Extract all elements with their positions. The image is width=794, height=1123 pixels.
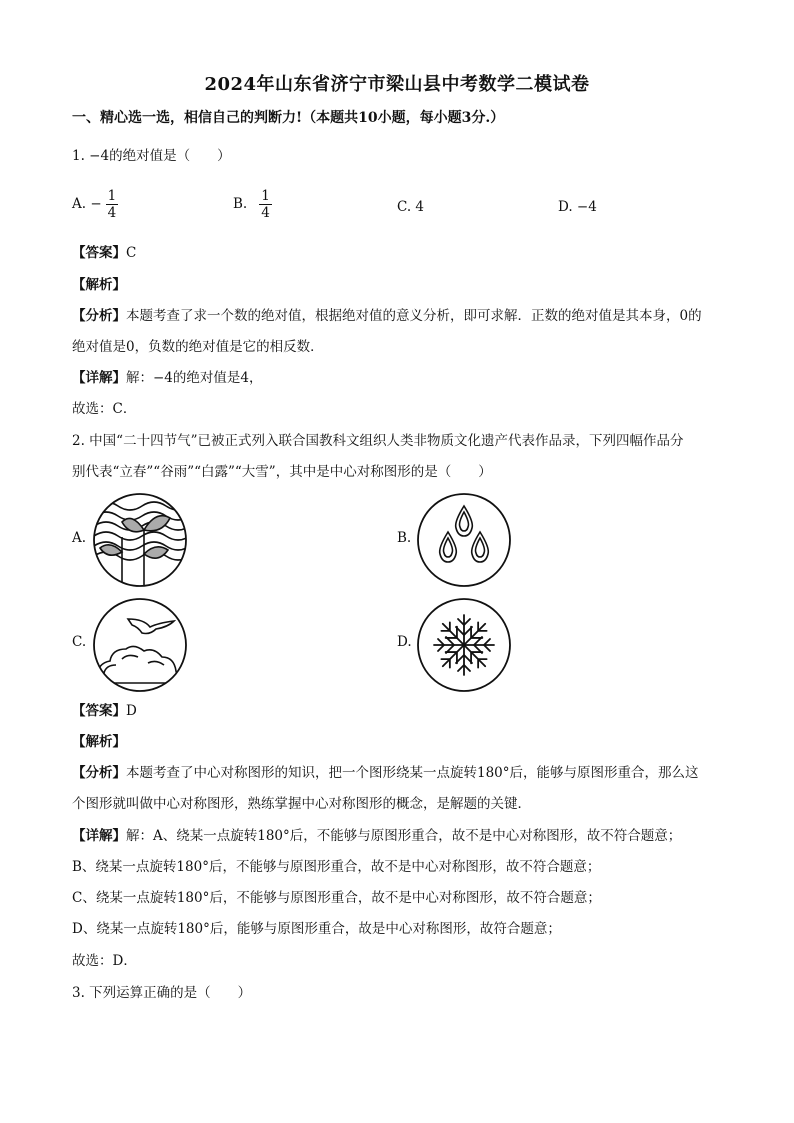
q1-option-a bbox=[72, 188, 118, 221]
question-3-stem: 3. 下列运算正确的是（ ） bbox=[72, 985, 252, 1001]
page-title: 2024年山东省济宁市梁山县中考数学二模试卷 bbox=[204, 74, 590, 95]
answer-tag: 【答案】 bbox=[72, 245, 126, 261]
fenxi-text: 本题考查了求一个数的绝对值，根据绝对值的意义分析，即可求解．正数的绝对值是其本身，0的 bbox=[126, 308, 702, 324]
fraction-denominator: 4 bbox=[107, 205, 117, 221]
xiangjie-text: 解：A、绕某一点旋转180°后，不能够与原图形重合，故不是中心对称图形，故不符合题意； bbox=[126, 828, 682, 844]
section-heading: 一、精心选一选，相信自己的判断力!（本题共10小题，每小题3分.） bbox=[72, 110, 505, 126]
answer-value: D bbox=[126, 703, 137, 719]
answer-value: C bbox=[126, 245, 137, 261]
q2-option-d-label: D. bbox=[397, 634, 412, 650]
q1-analysis-tag: 【解析】 bbox=[72, 277, 126, 293]
q1-conclusion: 故选：C． bbox=[72, 401, 137, 417]
question-2-stem-line-1: 2. 中国“二十四节气”已被正式列入联合国教科文组织人类非物质文化遗产代表作品录，下列四幅作品分 bbox=[72, 433, 684, 449]
xiangjie-tag: 【详解】 bbox=[72, 828, 126, 844]
fraction-numerator: 1 bbox=[107, 188, 117, 204]
question-1-stem: 1. −4的绝对值是（ ） bbox=[72, 148, 231, 164]
q2-fenxi-line-2: 个图形就叫做中心对称图形，熟练掌握中心对称图形的概念，是解题的关键． bbox=[72, 796, 531, 812]
answer-tag: 【答案】 bbox=[72, 703, 126, 719]
q2-xiangjie-line-4: D、绕某一点旋转180°后，能够与原图形重合，故是中心对称图形，故符合题意； bbox=[72, 921, 561, 937]
q1-option-b-fraction bbox=[259, 188, 272, 221]
fraction-numerator: 1 bbox=[261, 188, 270, 204]
xiangjie-text: 解：−4的绝对值是4， bbox=[126, 370, 263, 386]
spring-sprout-icon bbox=[92, 492, 188, 588]
q2-xiangjie-line-1 bbox=[72, 826, 681, 846]
q1-option-d: D. −4 bbox=[558, 199, 597, 215]
q1-answer bbox=[72, 243, 136, 263]
q2-analysis-tag: 【解析】 bbox=[72, 734, 126, 750]
q1-xiangjie bbox=[72, 368, 263, 388]
q1-fenxi-line-1 bbox=[72, 306, 702, 326]
fraction-denominator: 4 bbox=[261, 205, 270, 221]
q2-conclusion: 故选：D． bbox=[72, 953, 137, 969]
q2-option-b-label: B. bbox=[397, 530, 412, 546]
q2-answer bbox=[72, 701, 137, 721]
q2-xiangjie-line-3: C、绕某一点旋转180°后，不能够与原图形重合，故不是中心对称图形，故不符合题意； bbox=[72, 890, 601, 906]
fenxi-text: 本题考查了中心对称图形的知识，把一个图形绕某一点旋转180°后，能够与原图形重合，那么这 bbox=[126, 765, 699, 781]
fenxi-tag: 【分析】 bbox=[72, 765, 126, 781]
q2-fenxi-line-1 bbox=[72, 763, 699, 783]
grain-rain-drops-icon bbox=[416, 492, 512, 588]
q1-option-a-fraction bbox=[106, 188, 119, 221]
xiangjie-tag: 【详解】 bbox=[72, 370, 126, 386]
q1-fenxi-line-2: 绝对值是0，负数的绝对值是它的相反数． bbox=[72, 339, 324, 355]
heavy-snow-snowflake-icon bbox=[416, 597, 512, 693]
q2-xiangjie-line-2: B、绕某一点旋转180°后，不能够与原图形重合，故不是中心对称图形，故不符合题意； bbox=[72, 859, 601, 875]
fenxi-tag: 【分析】 bbox=[72, 308, 126, 324]
q1-option-b-prefix: B. bbox=[233, 196, 248, 212]
q1-option-b bbox=[233, 188, 272, 221]
q1-option-a-prefix: A. − bbox=[72, 196, 102, 212]
q2-option-c-label: C. bbox=[72, 634, 87, 650]
question-2-stem-line-2: 别代表“立春”“谷雨”“白露”“大雪”，其中是中心对称图形的是（ ） bbox=[72, 464, 492, 480]
white-dew-cloud-bird-icon bbox=[92, 597, 188, 693]
q1-option-c: C. 4 bbox=[397, 199, 425, 215]
q2-option-a-label: A. bbox=[72, 530, 87, 546]
